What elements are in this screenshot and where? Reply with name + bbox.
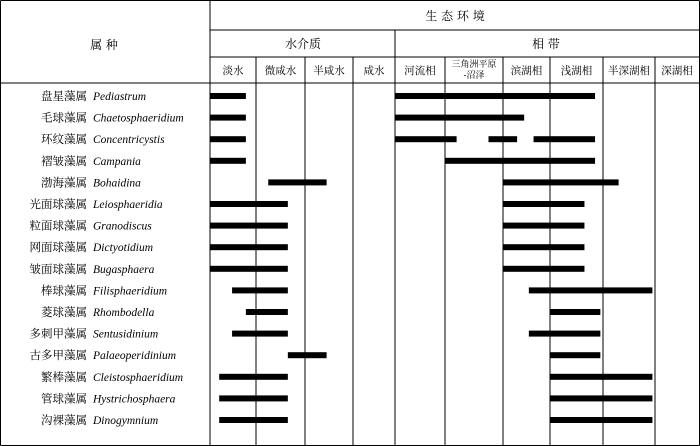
water-col-header: 微咸水 bbox=[264, 65, 297, 77]
water-col-header: 半咸水 bbox=[313, 65, 345, 77]
facies-range-bar bbox=[529, 287, 653, 293]
facies-range-bar bbox=[503, 201, 584, 207]
water-range-bar bbox=[210, 115, 246, 121]
facies-col-header: 浅湖相 bbox=[560, 65, 593, 77]
row-genus-latin: Rhombodella bbox=[93, 307, 155, 319]
facies-col-header: 半深湖相 bbox=[608, 65, 650, 77]
row-genus-cn: 繁棒藻属 bbox=[41, 369, 87, 384]
row-genus-cn: 粒面球藻属 bbox=[29, 218, 87, 233]
facies-range-bar bbox=[550, 374, 652, 380]
row-genus-cn: 皱面球藻属 bbox=[29, 261, 87, 276]
row-genus-latin: Leiosphaeridia bbox=[93, 199, 163, 211]
row-genus-latin: Cleistosphaeridium bbox=[93, 371, 184, 384]
row-genus-cn: 渤海藻属 bbox=[41, 175, 87, 190]
water-range-bar bbox=[219, 417, 288, 423]
water-range-bar bbox=[268, 179, 326, 185]
row-genus-cn: 棒球藻属 bbox=[41, 283, 87, 298]
facies-header: 相 带 bbox=[532, 37, 560, 51]
facies-range-bar bbox=[550, 309, 600, 315]
water-range-bar bbox=[210, 266, 288, 272]
facies-range-bar bbox=[395, 115, 524, 121]
water-range-bar bbox=[210, 244, 288, 250]
water-range-bar bbox=[210, 201, 288, 207]
facies-range-bar bbox=[503, 223, 584, 229]
row-genus-latin: Palaeoperidinium bbox=[93, 350, 177, 363]
row-genus-cn: 盘星藻属 bbox=[41, 89, 87, 103]
facies-range-bar bbox=[550, 417, 652, 423]
genus-header: 属 种 bbox=[90, 38, 118, 52]
water-range-bar bbox=[288, 352, 327, 358]
row-genus-cn: 环纹藻属 bbox=[41, 132, 87, 147]
water-range-bar bbox=[210, 136, 246, 142]
range-bars bbox=[210, 93, 652, 423]
row-genus-latin: Campania bbox=[93, 155, 141, 168]
facies-col-header-line1: 三角洲平原 bbox=[451, 60, 497, 70]
row-genus-cn: 网面球藻属 bbox=[29, 240, 87, 255]
row-genus-latin: Bohaidina bbox=[93, 177, 141, 190]
row-genus-cn: 光面球藻属 bbox=[29, 197, 87, 211]
row-genus-cn: 管球藻属 bbox=[41, 391, 87, 406]
water-col-header: 咸水 bbox=[363, 65, 385, 77]
row-genus-cn: 古多甲藻属 bbox=[29, 348, 87, 363]
facies-col-header-line2: -沼泽 bbox=[463, 71, 485, 81]
facies-range-bar bbox=[489, 136, 518, 142]
facies-range-bar bbox=[503, 179, 619, 185]
row-genus-latin: Bugasphaera bbox=[93, 263, 155, 276]
row-genus-latin: Chaetosphaeridium bbox=[93, 112, 184, 125]
row-genus-cn: 多刺甲藻属 bbox=[29, 326, 87, 341]
row-genus-latin: Concentricystis bbox=[93, 134, 165, 147]
facies-range-bar bbox=[445, 158, 595, 164]
row-genus-cn: 菱球藻属 bbox=[41, 305, 87, 319]
row-genus-cn: 褶皱藻属 bbox=[41, 153, 87, 168]
water-range-bar bbox=[219, 374, 288, 380]
water-range-bar bbox=[210, 93, 246, 99]
facies-range-bar bbox=[503, 244, 584, 250]
water-range-bar bbox=[210, 223, 288, 229]
water-col-header: 淡水 bbox=[222, 65, 244, 77]
water-range-bar bbox=[246, 309, 288, 315]
row-genus-latin: Hystrichosphaera bbox=[93, 393, 176, 406]
facies-range-bar bbox=[550, 395, 652, 401]
facies-col-header: 滨湖相 bbox=[510, 65, 543, 77]
environment-header: 生 态 环 境 bbox=[425, 9, 485, 23]
row-genus-latin: Granodiscus bbox=[93, 220, 152, 233]
row-genus-latin: Sentusidinium bbox=[93, 328, 159, 341]
facies-col-header: 深湖相 bbox=[661, 65, 693, 77]
row-genus-cn: 毛球藻属 bbox=[41, 110, 87, 125]
column-headers bbox=[223, 58, 693, 81]
facies-range-bar bbox=[503, 266, 584, 272]
row-genus-latin: Dinogymnium bbox=[93, 415, 159, 427]
row-labels bbox=[30, 89, 184, 427]
facies-range-bar bbox=[395, 93, 595, 99]
facies-range-bar bbox=[534, 136, 596, 142]
row-genus-latin: Pediastrum bbox=[93, 91, 147, 103]
water-range-bar bbox=[232, 331, 288, 337]
row-genus-latin: Filisphaeridium bbox=[93, 285, 168, 298]
water-medium-header: 水介质 bbox=[284, 37, 322, 51]
water-range-bar bbox=[210, 158, 246, 164]
facies-col-header: 河流相 bbox=[404, 65, 436, 77]
facies-range-bar bbox=[550, 352, 600, 358]
water-range-bar bbox=[219, 395, 288, 401]
row-genus-cn: 沟裸藻属 bbox=[41, 413, 87, 427]
facies-range-bar bbox=[395, 136, 457, 142]
row-genus-latin: Dictyotidium bbox=[93, 242, 154, 255]
water-range-bar bbox=[232, 287, 288, 293]
facies-range-bar bbox=[529, 331, 601, 337]
